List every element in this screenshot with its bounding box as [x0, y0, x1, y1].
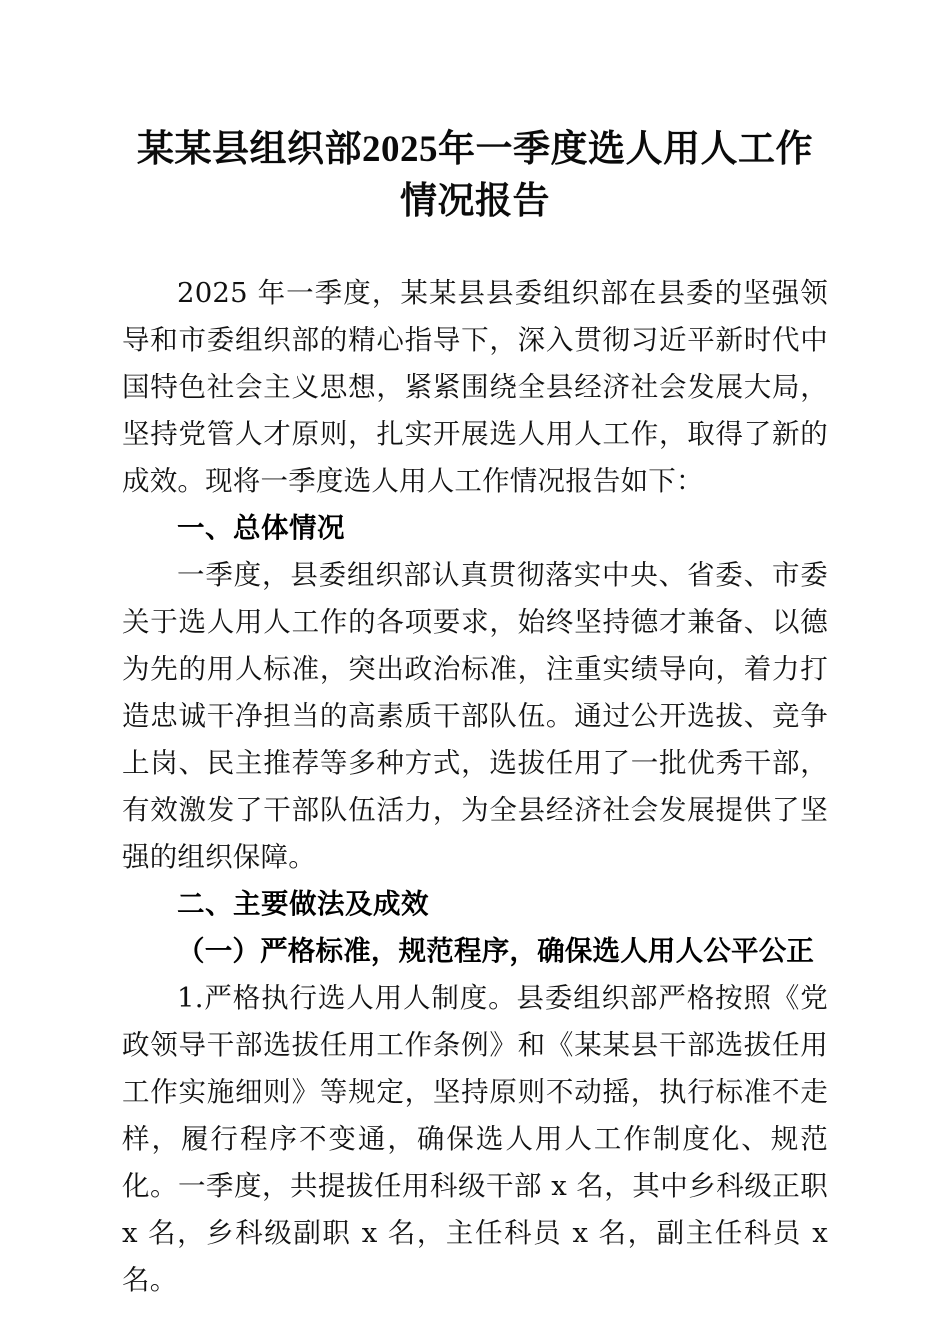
page-title: 某某县组织部2025年一季度选人用人工作情况报告 — [137, 129, 813, 222]
paragraph-intro: 2025 年一季度，某某县县委组织部在县委的坚强领导和市委组织部的精心指导下，深入贯彻习近平新时代中国特色社会主义思想，紧紧围绕全县经济社会发展大局，坚持党管人才原则，扎实开展选人用人工作，取得了新的成效。现将一季度选人用人工作情况报告如下： — [122, 277, 828, 497]
heading-subsection-two-one: （一）严格标准，规范程序，确保选人用人公平公正 — [177, 935, 815, 967]
document-text-column — [122, 0, 828, 1304]
paragraph-item-one: 1.严格执行选人用人制度。县委组织部严格按照《党政领导干部选拔任用工作条例》和《某某县干部选拔任用工作实施细则》等规定，坚持原则不动摇，执行标准不走样，履行程序不变通，确保选人用人工作制度化、规范化。一季度，共提拔任用科级干部 x 名，其中乡科级正职 x 名，乡科级副职 x 名，主任科员 x 名，副主任科员 x 名。 — [122, 982, 828, 1296]
heading-section-one: 一、总体情况 — [177, 512, 345, 544]
paragraph-section-one-body: 一季度，县委组织部认真贯彻落实中央、省委、市委关于选人用人工作的各项要求，始终坚持德才兼备、以德为先的用人标准，突出政治标准，注重实绩导向，着力打造忠诚干净担当的高素质干部队伍。通过公开选拔、竞争上岗、民主推荐等多种方式，选拔任用了一批优秀干部，有效激发了干部队伍活力，为全县经济社会发展提供了坚强的组织保障。 — [122, 559, 828, 873]
heading-section-two: 二、主要做法及成效 — [177, 888, 429, 920]
